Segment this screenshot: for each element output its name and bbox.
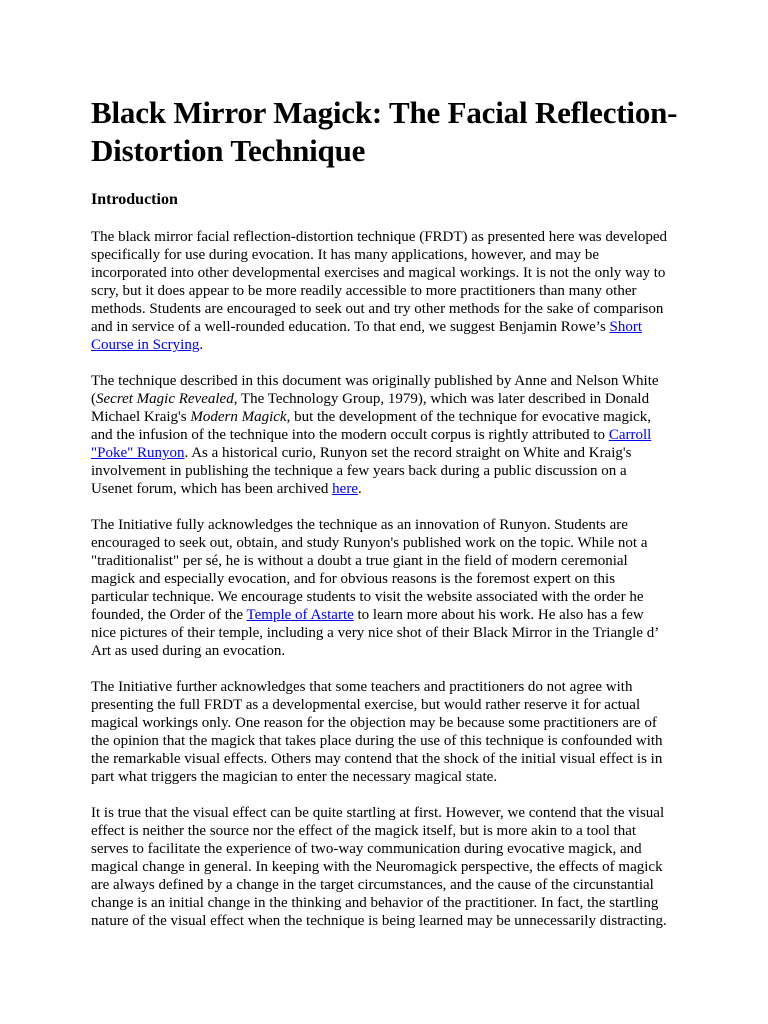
link-short-course-in-scrying[interactable]: Short Course in Scrying: [91, 319, 643, 353]
link-carroll-runyon[interactable]: Carroll "Poke" Runyon: [91, 427, 652, 461]
paragraph-2-text-d: . As a historical curio, Runyon set the record straight on White and Kraig's involvement in publishing the technique a few years back during a public discussion on a Usenet forum, which has been archived: [91, 445, 632, 497]
paragraph-2-text-b: , The Technology Group, 1979), which was later described in Donald Michael Kraig's: [91, 391, 650, 425]
paragraph-2-text-a: The technique described in this document was originally published by Anne and Nelson White (: [91, 373, 659, 407]
paragraph-2-text-e: .: [357, 481, 362, 497]
paragraph-3-text-a: The Initiative fully acknowledges the technique as an innovation of Runyon. Students are encouraged to seek out, obtain, and study Runyon's published work on the topic. While not a "traditionalist" per sé, he is without a doubt a true giant in the field of modern ceremonial magick and especially evocation, and for obvious reasons is the foremost expert on this particular technique. We encourage students to visit the website associated with the order he founded, the Order of the: [91, 517, 648, 623]
document-page: [91, 94, 681, 948]
section-heading-introduction: Introduction: [91, 191, 178, 208]
paragraph-2: [91, 372, 669, 498]
paragraph-1-text-b: .: [199, 337, 204, 353]
paragraph-3: [91, 516, 669, 660]
document-title: Black Mirror Magick: The Facial Reflection-Distortion Technique: [91, 95, 678, 168]
link-temple-of-astarte[interactable]: Temple of Astarte: [246, 607, 354, 623]
book-title-secret-magic-revealed: Secret Magic Revealed: [96, 391, 234, 407]
book-title-modern-magick: Modern Magick: [190, 409, 287, 425]
paragraph-2-text-c: , but the development of the technique for evocative magick, and the infusion of the technique into the modern occult corpus is rightly attributed to: [91, 409, 652, 443]
paragraph-1-text-a: The black mirror facial reflection-distortion technique (FRDT) as presented here was developed specifically for use during evocation. It has many applications, however, and may be incorporated into other developmental exercises and magical workings. It is not the only way to scry, but it does appear to be more readily accessible to more practitioners than many other methods. Students are encouraged to seek out and try other methods for the sake of comparison and in service of a well-rounded education. To that end, we suggest Benjamin Rowe’s: [91, 229, 668, 335]
paragraph-3-text-b: to learn more about his work. He also has a few nice pictures of their temple, including a very nice shot of their Black Mirror in the Triangle d’ Art as used during an evocation.: [91, 607, 659, 659]
link-here[interactable]: here: [332, 481, 358, 497]
paragraph-4: The Initiative further acknowledges that some teachers and practitioners do not agree with presenting the full FRDT as a developmental exercise, but would rather reserve it for actual magical workings only. One reason for the objection may be because some practitioners are of the opinion that the magick that takes place during the use of this technique is confounded with the remarkable visual effects. Others may contend that the shock of the initial visual effect is in part what triggers the magician to enter the necessary magical state.: [91, 679, 663, 785]
paragraph-1: [91, 228, 669, 354]
paragraph-5: It is true that the visual effect can be quite startling at first. However, we contend that the visual effect is neither the source nor the effect of the magick itself, but is more akin to a tool that serves to facilitate the experience of two-way communication during evocative magick, and magical change in general. In keeping with the Neuromagick perspective, the effects of magick are always defined by a change in the target circumstances, and the cause of the circunstantial change is an initial change in the thinking and behavior of the practitioner. In fact, the startling nature of the visual effect when the technique is being learned may be unnecessarily distracting.: [91, 805, 667, 929]
